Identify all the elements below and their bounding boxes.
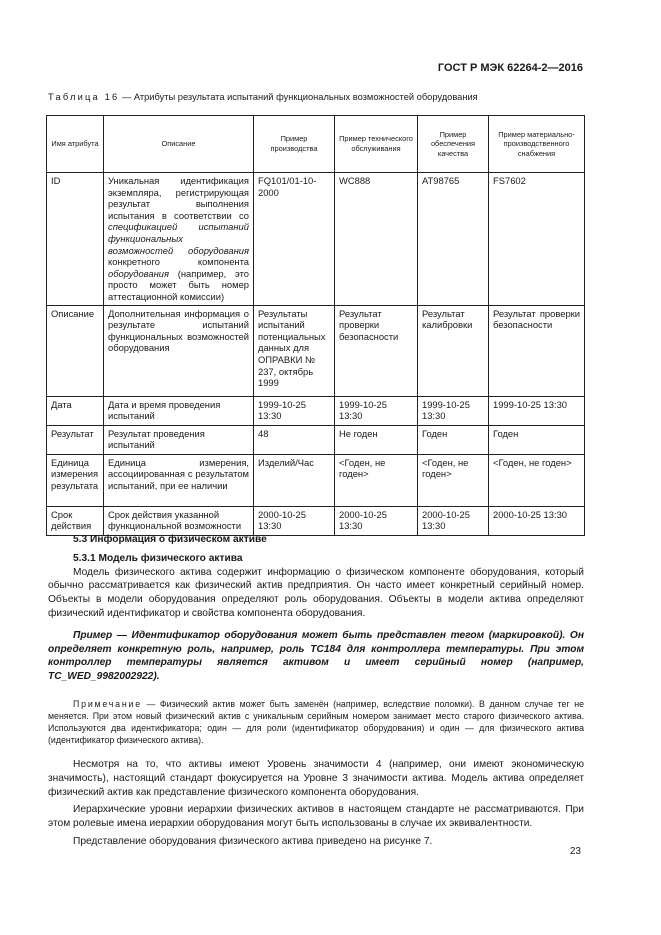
section-heading-5-3: 5.3 Информация о физическом активе — [73, 534, 267, 545]
desc-text: (например, это просто может быть номер аттестационной комиссии) — [108, 267, 249, 302]
table-row — [47, 506, 585, 535]
header-inventory-example: Пример материально-производственного снабжения — [489, 116, 585, 173]
cell-description: Дополнительная информация о результате испытаний функциональных возможностей оборудования — [104, 305, 254, 396]
cell-quality: AT98765 — [418, 173, 489, 306]
section-heading-5-3-1: 5.3.1 Модель физического актива — [73, 552, 243, 564]
cell-attribute-name: Единица измерения результата — [47, 454, 104, 506]
cell-quality: 2000-10-25 13:30 — [418, 506, 489, 535]
cell-inventory: 1999-10-25 13:30 — [489, 396, 585, 425]
desc-text: конкретного компонента — [108, 256, 249, 268]
header-quality-example: Пример обеспечения качества — [418, 116, 489, 173]
cell-quality: 1999-10-25 13:30 — [418, 396, 489, 425]
table-row — [47, 305, 585, 396]
cell-attribute-name: Результат — [47, 425, 104, 454]
cell-description: Результат проведения испытаний — [104, 425, 254, 454]
cell-production: Результаты испытаний потенциальных данных для ОПРАВКИ № 237, октябрь 1999 — [254, 305, 335, 396]
cell-description: Срок действия указанной функциональной возможности — [104, 506, 254, 535]
cell-description — [104, 173, 254, 306]
cell-inventory: 2000-10-25 13:30 — [489, 506, 585, 535]
table-caption-prefix: Таблица 16 — [48, 92, 120, 102]
cell-maintenance: 1999-10-25 13:30 — [335, 396, 418, 425]
cell-attribute-name: ID — [47, 173, 104, 306]
header-description: Описание — [104, 116, 254, 173]
paragraph: Иерархические уровни иерархии физических активов в настоящем стандарте не рассматриваются. При этом ролевые имена иерархии оборудования могут быть использованы в случае их эквивалентности. — [48, 804, 584, 830]
header-production-example: Пример производства — [254, 116, 335, 173]
cell-production: 1999-10-25 13:30 — [254, 396, 335, 425]
cell-inventory: <Годен, не годен> — [489, 454, 585, 506]
table-row — [47, 173, 585, 306]
cell-inventory: Годен — [489, 425, 585, 454]
cell-inventory: Результат проверки безопасности — [489, 305, 585, 396]
paragraph: Несмотря на то, что активы имеют Уровень значимости 4 (например, они имеют экономическую значимость), настоящий стандарт фокусируется на Уровне 3 значимости актива. Модель актива определяет физический актив как представление физического компонента оборудования. — [48, 758, 584, 798]
cell-production: FQ101/01-10-2000 — [254, 173, 335, 306]
cell-quality: Годен — [418, 425, 489, 454]
cell-description: Единица измерения, ассоциированная с результатом испытаний, при ее наличии — [104, 454, 254, 506]
cell-maintenance: 2000-10-25 13:30 — [335, 506, 418, 535]
cell-attribute-name: Срок действия — [47, 506, 104, 535]
cell-description: Дата и время проведения испытаний — [104, 396, 254, 425]
note-paragraph — [48, 698, 584, 746]
cell-quality: Результат калибровки — [418, 305, 489, 396]
desc-text: Уникальная идентификация экземпляра, регистрирующая результат выполнения испытания в соответствии со — [108, 175, 249, 221]
cell-inventory: FS7602 — [489, 173, 585, 306]
section-body — [48, 533, 584, 849]
page-number: 23 — [569, 846, 581, 857]
table-caption-title: Атрибуты результата испытаний функциональных возможностей оборудования — [133, 92, 478, 102]
table-caption — [48, 92, 478, 102]
note-text: — Физический актив может быть заменён (например, вследствие поломки). В данном случае тег не меняется. При этом новый физический актив с уникальным серийным номером занимает место старого физического актива. Используются два идентификатора; один — для роли (идентификатор оборудования) и один — для физического актива (идентификатор физического актива). — [48, 698, 584, 745]
cell-production: 48 — [254, 425, 335, 454]
header-attribute-name: Имя атрибута — [47, 116, 104, 173]
cell-maintenance: Не годен — [335, 425, 418, 454]
table-row — [47, 454, 585, 506]
cell-maintenance: Результат проверки безопасности — [335, 305, 418, 396]
cell-production: Изделий/Час — [254, 454, 335, 506]
cell-attribute-name: Дата — [47, 396, 104, 425]
cell-maintenance: <Годен, не годен> — [335, 454, 418, 506]
table-caption-dash: — — [119, 92, 134, 102]
attributes-table — [46, 115, 585, 536]
paragraph: Модель физического актива содержит информацию о физическом компоненте оборудования, который обычно рассматривается как физический актив предприятия. Он часто имеет конкретный серийный номер. Объекты в модели оборудования определяют роль оборудования. Объекты в модели актива определяют физический идентификатор и свойства компонента оборудования. — [48, 566, 584, 619]
cell-maintenance: WC888 — [335, 173, 418, 306]
note-label: Примечание — [73, 698, 142, 709]
cell-production: 2000-10-25 13:30 — [254, 506, 335, 535]
paragraph: Представление оборудования физического актива приведено на рисунке 7. — [73, 835, 433, 847]
table-header-row — [47, 116, 585, 173]
example-paragraph: Пример — Идентификатор оборудования может быть представлен тегом (маркировкой). Он определяет конкретную роль, например, роль TC184 для контроллера температуры. При этом контроллер температуры является активом и имеет серийный номер (например, TC_WED_9982002922). — [48, 629, 584, 683]
table-row — [47, 396, 585, 425]
header-maintenance-example: Пример технического обслуживания — [335, 116, 418, 173]
table-row — [47, 425, 585, 454]
cell-attribute-name: Описание — [47, 305, 104, 396]
desc-italic-term: оборудования — [108, 267, 169, 279]
document-header: ГОСТ Р МЭК 62264-2—2016 — [437, 62, 583, 74]
desc-italic-term: спецификацией испытаний функциональных возможностей оборудования — [108, 221, 249, 256]
cell-quality: <Годен, не годен> — [418, 454, 489, 506]
